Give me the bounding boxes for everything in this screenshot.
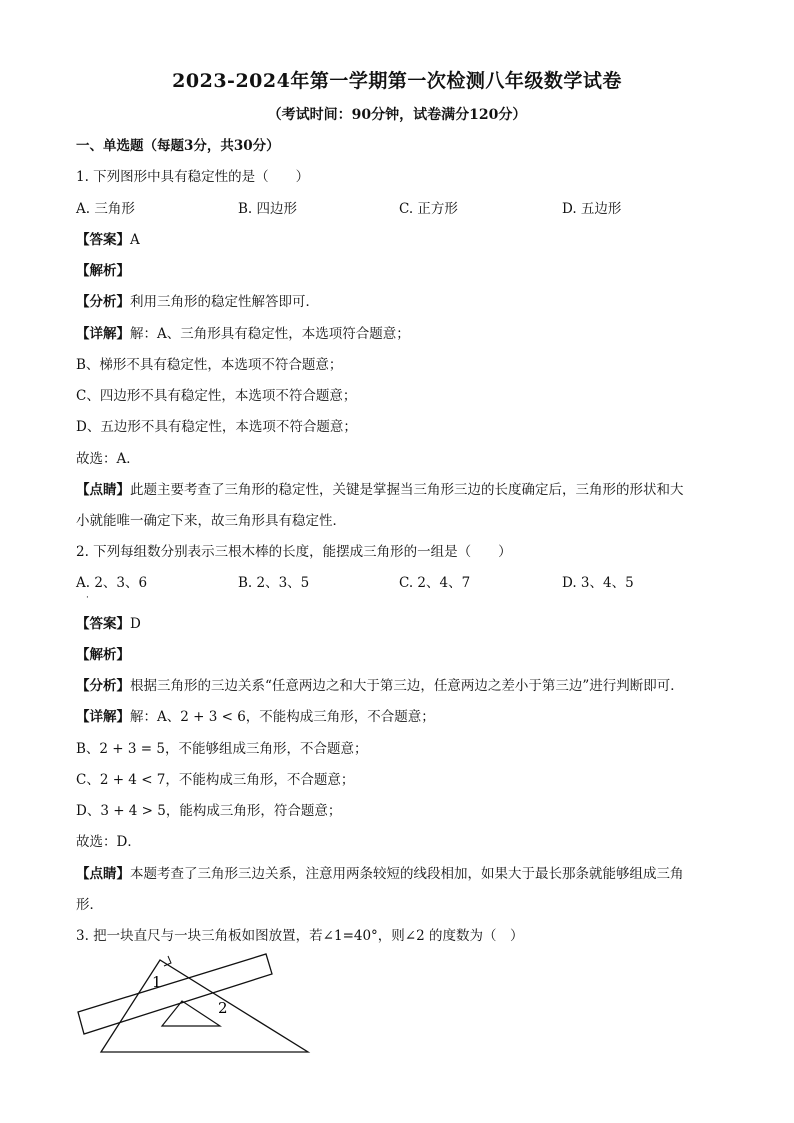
- q3-stem: 3. 把一块直尺与一块三角板如图放置，若∠1=40°，则∠2 的度数为（ ）: [76, 928, 524, 944]
- q2-detail-line: C、2 + 4 < 7，不能构成三角形，不合题意；: [76, 772, 355, 788]
- q1-dianjing-cont: 小就能唯一确定下来，故三角形具有稳定性．: [76, 513, 346, 529]
- answer-tag: 【答案】: [76, 232, 130, 248]
- q2-option-c: C. 2、4、7: [399, 575, 471, 591]
- q1-dianjing: 【点睛】此题主要考查了三角形的稳定性，关键是掌握当三角形三边的长度确定后，三角形的形状和大: [76, 482, 684, 498]
- section-heading: 一、单选题（每题3分，共30分）: [76, 138, 280, 154]
- q2-analysis-tag: 【解析】: [76, 647, 130, 663]
- q1-conclusion: 故选：A．: [76, 451, 140, 467]
- q1-fenxi: 【分析】利用三角形的稳定性解答即可．: [76, 294, 319, 310]
- q2-option-d: D. 3、4、5: [562, 575, 634, 591]
- q1-detail-line: C、四边形不具有稳定性，本选项不符合题意；: [76, 388, 357, 404]
- q2-xiangjie: 【详解】解：A、2 + 3 < 6，不能构成三角形，不合题意；: [76, 709, 435, 725]
- answer-value: D: [130, 616, 141, 632]
- q1-analysis-tag: 【解析】: [76, 263, 130, 279]
- q1-stem: 1. 下列图形中具有稳定性的是（ ）: [76, 169, 310, 185]
- exam-info: （考试时间：90分钟，试卷满分120分）: [267, 107, 527, 123]
- q2-dianjing-cont: 形．: [76, 897, 103, 913]
- q2-detail-line: B、2 + 3 = 5，不能够组成三角形，不合题意；: [76, 741, 368, 757]
- right-angle-mark: [164, 956, 171, 966]
- page-title: 2023-2024年第一学期第一次检测八年级数学试卷: [172, 70, 622, 92]
- angle-label-2: 2: [218, 999, 228, 1017]
- angle-label-1: 1: [152, 973, 162, 991]
- stray-dot: ·: [86, 593, 89, 603]
- q2-detail-line: D、3 + 4 > 5，能构成三角形，符合题意；: [76, 803, 342, 819]
- q2-fenxi: 【分析】根据三角形的三边关系“任意两边之和大于第三边，任意两边之差小于第三边”进行判断即可．: [76, 678, 684, 694]
- q2-answer: [76, 615, 141, 633]
- ruler-triangle-figure: [74, 952, 314, 1057]
- set-square-inner: [162, 1001, 220, 1026]
- ruler-shape: [78, 954, 272, 1034]
- q2-dianjing: 【点睛】本题考查了三角形三边关系，注意用两条较短的线段相加，如果大于最长那条就能够组成三角: [76, 866, 684, 882]
- answer-value: A: [130, 232, 140, 248]
- q2-option-a: A. 2、3、6: [76, 575, 148, 591]
- q1-detail-line: D、五边形不具有稳定性，本选项不符合题意；: [76, 419, 357, 435]
- q2-option-b: B. 2、3、5: [238, 575, 310, 591]
- q2-stem: 2. 下列每组数分别表示三根木棒的长度，能摆成三角形的一组是（ ）: [76, 544, 512, 560]
- q1-option-a: A. 三角形: [76, 201, 135, 217]
- answer-tag: 【答案】: [76, 616, 130, 632]
- set-square-outer: [101, 960, 308, 1052]
- q1-option-c: C. 正方形: [399, 201, 458, 217]
- q1-xiangjie: 【详解】解：A、三角形具有稳定性，本选项符合题意；: [76, 326, 410, 342]
- q1-detail-line: B、梯形不具有稳定性，本选项不符合题意；: [76, 357, 343, 373]
- q1-option-d: D. 五边形: [562, 201, 622, 217]
- q1-answer: [76, 231, 140, 249]
- q2-conclusion: 故选：D．: [76, 834, 141, 850]
- q1-option-b: B. 四边形: [238, 201, 298, 217]
